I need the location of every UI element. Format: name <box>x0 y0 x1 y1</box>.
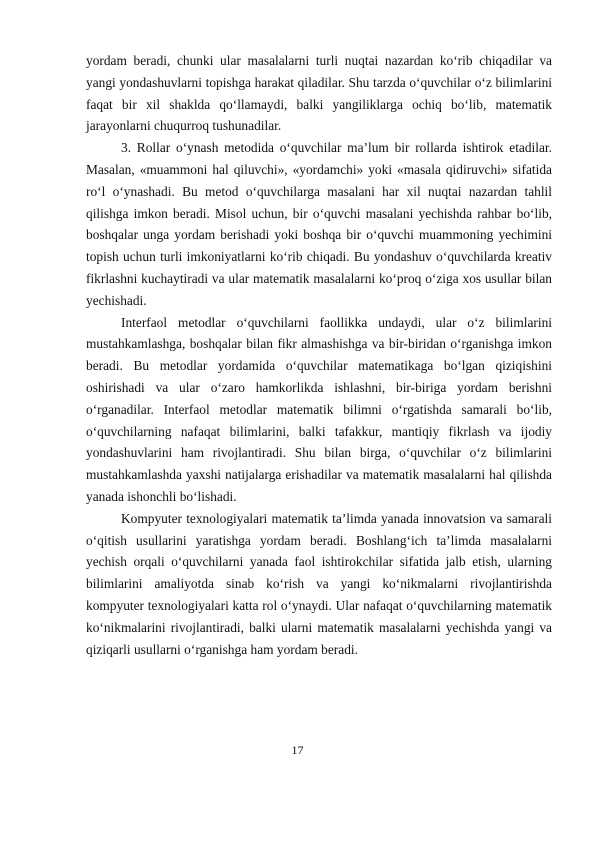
paragraph-interactive-methods: Interfaol metodlar o‘quvchilarni faollikka undaydi, ular o‘z bilimlarini mustahkamlashga, boshqalar bilan fikr almashishga va bir-biridan o‘rganishga imkon beradi. Bu metodlar yordamida o‘quvchilar matematikaga bo‘lgan qiziqishini oshirishadi va ular o‘zaro hamkorlikda ishlashni, bir-biriga yordam berishni o‘rganadilar. Interfaol metodlar matematik bilimni o‘rgatishda samarali bo‘lib, o‘quvchilarning nafaqat bilimlarini, balki tafakkur, mantiqiy fikrlash va ijodiy yondashuvlarini ham rivojlantiradi. Shu bilan birga, o‘quvchilar o‘z bilimlarini mustahkamlashda yaxshi natijalarga erishadilar va matematik masalalarni hal qilishda yanada ishonchli bo‘lishadi. <box>86 314 552 504</box>
paragraph-role-play-method: 3. Rollar o‘ynash metodida o‘quvchilar ma’lum bir rollarda ishtirok etadilar. Masalan, «muammoni hal qiluvchi», «yordamchi» yoki «masala qidiruvchi» sifatida ro‘l o‘ynashadi. Bu metod o‘quvchilarga masalani har xil nuqtai nazardan tahlil qilishga imkon beradi. Misol uchun, bir o‘quvchi masalani yechishda rahbar bo‘lib, boshqalar unga yordam berishadi yoki boshqa bir o‘quvchi muammoning yechimini topish uchun turli imkoniyatlarni ko‘rib chiqadi. Bu yondashuv o‘quvchilarda kreativ fikrlashni kuchaytiradi va ular matematik masalalarni ko‘proq o‘ziga xos usullar bilan yechishadi. <box>86 140 552 308</box>
paragraph-computer-technologies: Kompyuter texnologiyalari matematik ta’limda yanada innovatsion va samarali o‘qitish usullarini yaratishga yordam beradi. Boshlang‘ich ta’limda masalalarni yechish orqali o‘quvchilarni yanada faol ishtirokchilar sifatida jalb etish, ularning bilimlarini amaliyotda sinab ko‘rish va yangi ko‘nikmalarni rivojlantirishda kompyuter texnologiyalari katta rol o‘ynaydi. Ular nafaqat o‘quvchilarning matematik ko‘nikmalarini rivojlantiradi, balki ularni matematik masalalarni yechishda yangi va qiziqarli usullarni o‘rganishga ham yordam beradi. <box>86 510 552 657</box>
page-number: 17 <box>291 743 304 757</box>
paragraph-continuation: yordam beradi, chunki ular masalalarni turli nuqtai nazardan ko‘rib chiqadilar va yangi yondashuvlarni topishga harakat qiladilar. Shu tarzda o‘quvchilar o‘z bilimlarini faqat bir xil shaklda qo‘llamaydi, balki yangiliklarga ochiq bo‘lib, matematik jarayonlarni chuqurroq tushunadilar. <box>86 53 552 134</box>
page-body <box>86 50 552 660</box>
